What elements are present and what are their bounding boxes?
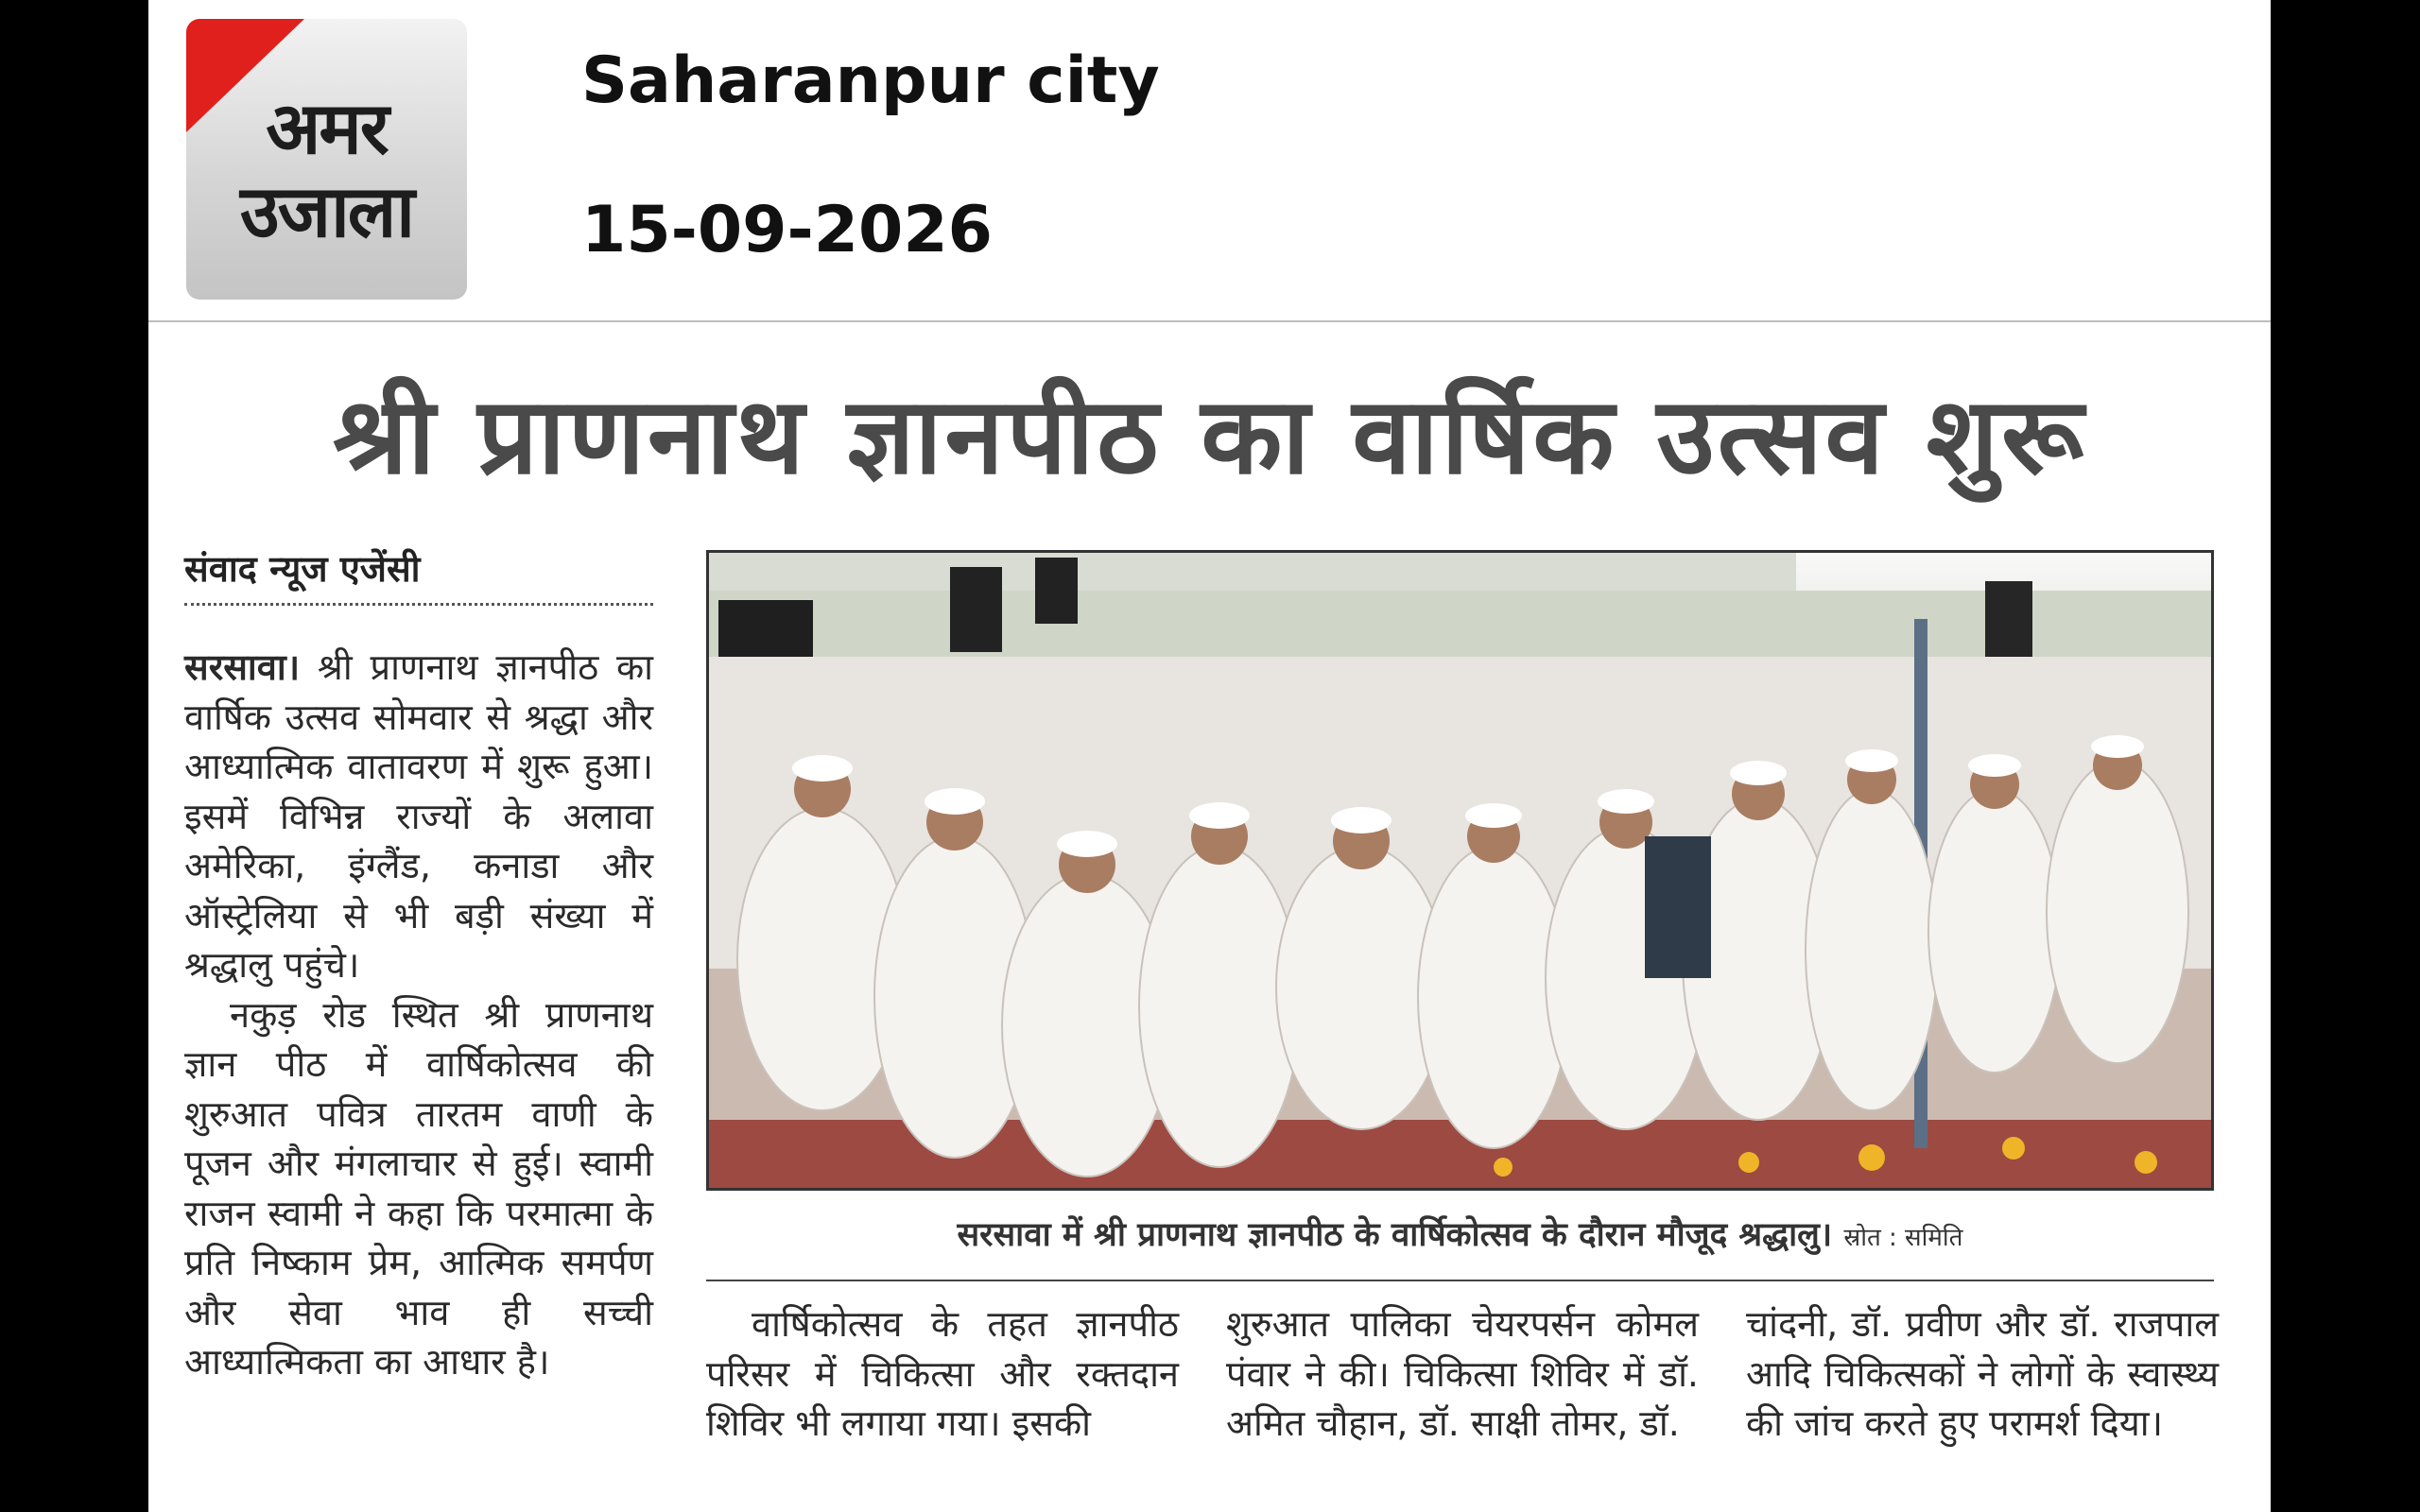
- edition-date: 15-09-2026: [581, 193, 993, 267]
- article-left-column: [184, 643, 653, 1387]
- bottom-column-3: [1746, 1299, 2219, 1449]
- amar-ujala-logo: [186, 19, 467, 300]
- newspaper-clipping: [148, 0, 2271, 1512]
- bottom-column-3-text: चांदनी, डॉ. प्रवीण और डॉ. राजपाल आदि चिकित्सकों ने लोगों के स्वास्थ्य की जांच करते हुए परामर्श दिया।: [1746, 1303, 2219, 1444]
- photo-caption: [706, 1211, 2214, 1256]
- logo-text-line2: उजाला: [240, 169, 413, 253]
- lead-text: श्री प्राणनाथ ज्ञानपीठ का वार्षिक उत्सव सोमवार से श्रद्धा और आध्यात्मिक वातावरण में शुरू हुआ। इसमें विभिन्न राज्यों के अलावा अमेरिका, इंग्लैंड, कनाडा और ऑस्ट्रेलिया से भी बड़ी संख्या में श्रद्धालु पहुंचे।: [184, 646, 653, 986]
- second-paragraph: नकुड़ रोड स्थित श्री प्राणनाथ ज्ञान पीठ में वार्षिकोत्सव की शुरुआत पवित्र तारतम वाणी के पूजन और मंगलाचार से हुई। स्वामी राजन स्वामी ने कहा कि परमात्मा के प्रति निष्काम प्रेम, आत्मिक समर्पण और सेवा भाव ही सच्ची आध्यात्मिकता का आधार है।: [184, 993, 653, 1383]
- header-divider: [148, 320, 2271, 322]
- caption-divider: [706, 1280, 2214, 1281]
- bottom-column-1-text: वार्षिकोत्सव के तहत ज्ञानपीठ परिसर में चिकित्सा और रक्तदान शिविर भी लगाया गया। इसकी: [706, 1303, 1179, 1444]
- edition-city: Saharanpur city: [581, 43, 1160, 118]
- bottom-column-1: [706, 1299, 1179, 1449]
- logo-text-line1: अमर: [266, 86, 388, 170]
- dateline-place: सरसावा।: [184, 646, 301, 688]
- bottom-column-2-text: शुरुआत पालिका चेयरपर्सन कोमल पंवार ने की। चिकित्सा शिविर में डॉ. अमित चौहान, डॉ. साक्षी तोमर, डॉ.: [1226, 1303, 1699, 1444]
- caption-text: सरसावा में श्री प्राणनाथ ज्ञानपीठ के वार्षिकोत्सव के दौरान मौजूद श्रद्धालु।: [957, 1216, 1833, 1254]
- article-byline: संवाद न्यूज एजेंसी: [184, 548, 421, 590]
- lead-paragraph: [184, 643, 653, 990]
- article-photo: [706, 550, 2214, 1191]
- clipping-header: [148, 0, 2271, 322]
- bottom-column-2: [1226, 1299, 1699, 1449]
- crowd-photo-illustration: [709, 553, 2214, 1191]
- article-headline: श्री प्राणनाथ ज्ञानपीठ का वार्षिक उत्सव शुरू: [332, 375, 2086, 498]
- photo-credit: स्रोत : समिति: [1843, 1224, 1963, 1252]
- byline-divider: [184, 603, 653, 606]
